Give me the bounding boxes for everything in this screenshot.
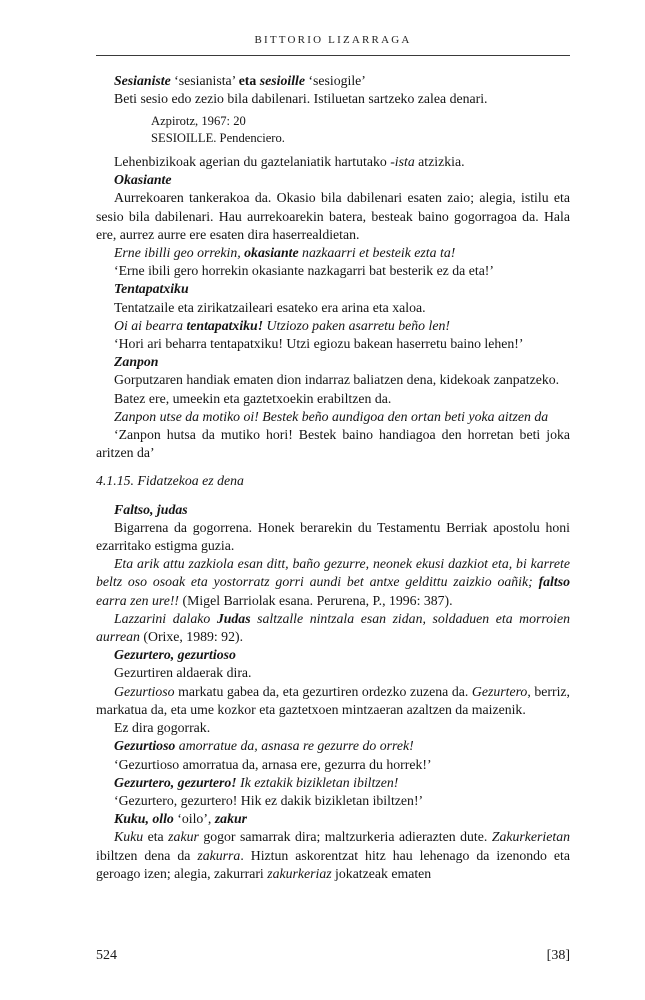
running-header-title: BITTORIO LIZARRAGA [254,34,412,46]
paragraph [96,810,570,828]
text-run: -ista [390,154,415,169]
paragraph [96,335,570,353]
text-run: Gezurtero, gezurtioso [114,647,236,663]
paragraph [96,408,570,426]
text-run: faltso [538,574,570,590]
text-run: Batez ere, umeekin eta gaztetxoekin erabiltzen da. [114,390,392,406]
text-run: , berriz, markatua da, eta ume kozkor eta gaztetxoen mintzaeran azaltzen da maizenik. [96,683,570,717]
paragraph [96,610,570,646]
text-run: Eta arik attu zazkiola esan ditt, baño gezurre, neonek ekusi dazkiot eta, bi karrete beltz oso osoak eta yostorratz gorri aundi bet antxe geldittu zaizkio oañik; [96,556,570,590]
text-run: (Migel Barriolak esana. Perurena, P., 1996: 387). [179,592,453,608]
paragraph [96,792,570,810]
text-run: ‘sesiogile’ [304,73,366,88]
paragraph [96,719,570,737]
text-run: ‘Hori ari beharra tentapatxiku! Utzi egiozu bakean haserretu baino lehen!’ [114,336,524,352]
section-heading [96,472,570,490]
text-run: Sesianiste [114,73,171,88]
text-run: nazkaarri et besteik ezta ta! [298,245,456,261]
paragraph [96,737,570,755]
paragraph [96,555,570,610]
paragraph [96,244,570,262]
text-run: zakur [214,811,248,827]
text-run: Bigarrena da gogorrena. Honek berarekin du Testamentu Berriak apostolu honi ezarritako estigma guzia. [96,519,570,554]
text-run: Faltso, judas [114,501,188,517]
text-run: ibiltzen dena da [96,847,198,863]
text-run: Gezurtiren aldaerak dira. [114,665,252,681]
quote-block [151,113,570,147]
text-run: Gezurtero [471,683,528,699]
text-run: Ez dira gogorrak. [114,720,211,736]
quote-line: Azpirotz, 1967: 20 [151,114,246,129]
text-run: Utziozo paken asarretu beño len! [263,317,450,333]
text-run: okasiante [244,245,299,261]
paragraph [96,171,570,189]
text-run: eta [143,829,169,845]
text-run: (Orixe, 1989: 92). [139,629,244,645]
page-footer [96,948,570,964]
text-run: ‘Gezurtioso amorratua da, arnasa ere, gezurra du horrek!’ [114,756,432,772]
paragraph [96,72,570,90]
text-run: Judas [216,610,251,626]
text-run: jokatzeak ematen [331,865,432,881]
paragraph [96,683,570,719]
text-run: zakur [168,829,199,845]
text-run: Gezurtioso [114,738,176,754]
text-run: eta [238,73,257,88]
text-run: Kuku [114,829,144,845]
text-run: Zanpon utse da motiko oi! Bestek beño aundigoa den ortan beti yoka aitzen da [114,408,549,424]
text-run: Gezurtioso [114,683,175,699]
text-run: Lazzarini dalako [114,610,217,626]
text-run: Zanpon [114,354,159,370]
text-run: Ik eztakik bizikletan ibiltzen! [236,774,399,790]
quote-line: SESIOILLE. Pendenciero. [151,131,285,146]
text-run: saltzalle nintzala esan zidan, soldaduen eta morroien aurrean [96,610,570,645]
text-run: earra zen ure!! [96,592,180,608]
paragraph [96,774,570,792]
text-run: 4.1.15. Fidatzekoa ez dena [96,473,244,489]
paragraph [96,153,570,171]
text-run: ‘sesianista’ [170,73,239,88]
paragraph [96,646,570,664]
text-run: Oi ai bearra [114,317,187,333]
text-run: Okasiante [114,172,172,188]
text-run: Gorputzaren handiak ematen dion indarraz baliatzen dena, kidekoak zanpatzeko. [114,372,560,388]
paragraph [96,828,570,883]
text-run: gogor samarrak dira; maltzurkeria adierazten dute. [198,829,492,845]
header-rule [96,55,570,56]
text-run: sesioille [259,73,305,88]
text-run: Lehenbizikoak agerian du gaztelaniatik hartutako [114,154,391,169]
paragraph [96,664,570,682]
text-run: Aurrekoaren tankerakoa da. Okasio bila dabilenari esaten zaio; alegia, istilu eta sesio bila dabilenari. Hau aurrekoarekin batera, besteak baino gogorragoa da. Hala ere, aurrez aurre ere esaten dira haserrealdietan. [96,190,570,242]
paragraph [96,519,570,555]
text-run: Zakurkerietan [491,829,570,845]
page-number: 524 [96,948,117,963]
paragraph [96,299,570,317]
signature-number: [38] [546,948,570,963]
text-run: Gezurtero, gezurtero! [114,774,237,790]
text-run: Erne ibilli geo orrekin, [114,245,245,261]
paragraph [96,390,570,408]
text-run: Tentapatxiku [114,281,189,297]
text-run: amorratue da, asnasa re gezurre do orrek! [175,738,414,754]
paragraph [96,756,570,774]
text-run: atzizkia. [414,154,465,169]
text-run: ‘Zanpon hutsa da mutiko hori! Bestek baino handiagoa den horretan beti joka aritzen da’ [96,427,570,461]
text-run: ‘Gezurtero, gezurtero! Hik ez dakik bizikletan ibiltzen!’ [114,792,424,808]
text-run: zakurra [197,847,241,863]
paragraph [96,280,570,298]
text-run: tentapatxiku! [186,317,264,333]
text-run: markatu gabea da, eta gezurtiren ordezko zuzena da. [174,683,472,699]
text-run: Kuku, ollo [114,811,174,827]
page-body [96,72,570,883]
paragraph [96,353,570,371]
text-run: Tentatzaile eta zirikatzaileari esateko era arina eta xaloa. [114,299,426,315]
paragraph [96,371,570,389]
paragraph [96,501,570,519]
text-run: . Hiztun askorentzat hitz hau lehenago da izenondo eta geroago izen; alegia, zakurrari [96,847,570,881]
text-run: ‘oilo’, [173,811,215,827]
text-run: ‘Erne ibili gero horrekin okasiante nazkagarri bat besterik ez da eta!’ [114,263,495,279]
paragraph [96,426,570,462]
paragraph [96,189,570,244]
text-run: zakurkeriaz [267,865,332,881]
text-run: Beti sesio edo zezio bila dabilenari. Istiluetan sartzeko zalea denari. [114,91,488,107]
paragraph [96,90,570,108]
paragraph [96,262,570,280]
paragraph [96,317,570,335]
